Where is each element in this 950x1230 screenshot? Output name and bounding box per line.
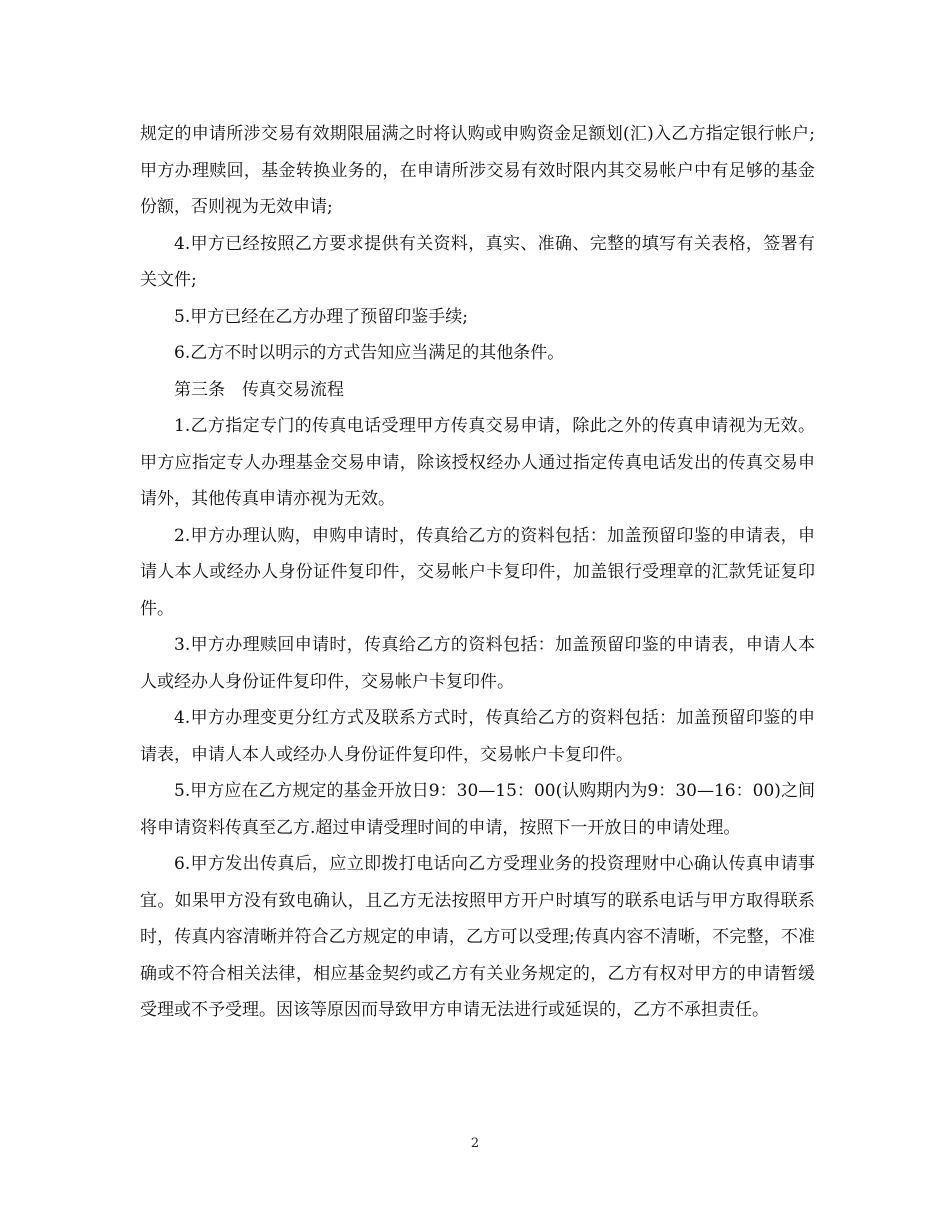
paragraph: 5.甲方已经在乙方办理了预留印鉴手续; (174, 306, 468, 327)
paragraph: 1.乙方指定专门的传真电话受理甲方传真交易申请，除此之外的传真申请视为无效。甲方应指定专人办理基金交易申请，除该授权经办人通过指定传真电话发出的传真交易申请外，其他传真申请亦视为无效。 (140, 416, 815, 509)
paragraph: 6.乙方不时以明示的方式告知应当满足的其他条件。 (174, 343, 565, 363)
paragraph: 4.甲方办理变更分红方式及联系方式时，传真给乙方的资料包括：加盖预留印鉴的申请表，申请人本人或经办人身份证件复印件，交易帐户卡复印件。 (140, 708, 815, 765)
section-heading: 第三条 传真交易流程 (174, 379, 344, 400)
paragraph: 6.甲方发出传真后，应立即拨打电话向乙方受理业务的投资理财中心确认传真申请事宜。如果甲方没有致电确认，且乙方无法按照甲方开户时填写的联系电话与甲方取得联系时，传真内容清晰并符合乙方规定的申请，乙方可以受理;传真内容不清晰，不完整，不准确或不符合相关法律，相应基金契约或乙方有关业务规定的，乙方有权对甲方的申请暂缓受理或不予受理。因该等原因而导致甲方申请无法进行或延误的，乙方不承担责任。 (140, 854, 815, 1020)
document-body (140, 116, 815, 1029)
paragraph: 5.甲方应在乙方规定的基金开放日9：30—15：00(认购期内为9：30—16：00)之间将申请资料传真至乙方.超过申请受理时间的申请，按照下一开放日的申请处理。 (140, 781, 815, 838)
paragraph: 3.甲方办理赎回申请时，传真给乙方的资料包括：加盖预留印鉴的申请表，申请人本人或经办人身份证件复印件，交易帐户卡复印件。 (140, 635, 815, 692)
paragraph: 4.甲方已经按照乙方要求提供有关资料，真实、准确、完整的填写有关表格，签署有关文件; (140, 233, 815, 290)
page-number: 2 (470, 1136, 480, 1151)
paragraph: 2.甲方办理认购，申购申请时，传真给乙方的资料包括：加盖预留印鉴的申请表，申请人本人或经办人身份证件复印件，交易帐户卡复印件，加盖银行受理章的汇款凭证复印件。 (140, 525, 815, 619)
paragraph: 规定的申请所涉交易有效期限届满之时将认购或申购资金足额划(汇)入乙方指定银行帐户;甲方办理赎回，基金转换业务的，在申请所涉交易有效时限内其交易帐户中有足够的基金份额，否则视为无效申请; (140, 124, 815, 217)
